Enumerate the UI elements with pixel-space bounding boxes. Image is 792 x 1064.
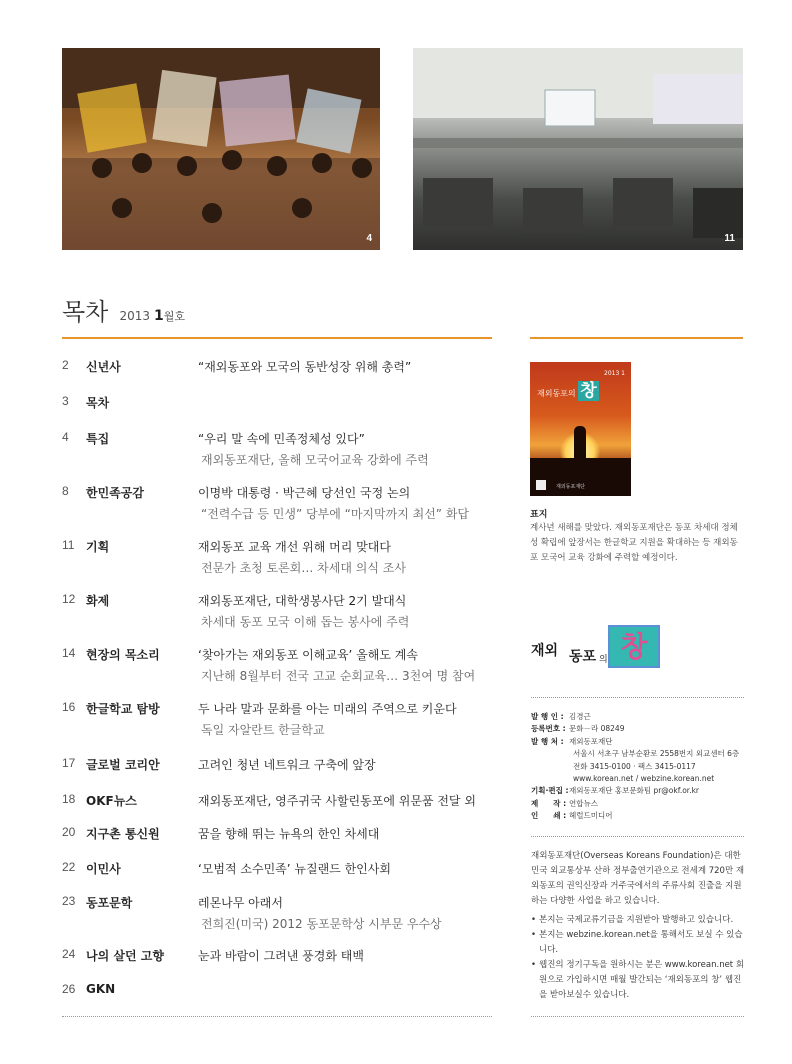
toc-entry[interactable] — [62, 646, 492, 686]
toc-section: GKN — [86, 982, 116, 996]
masthead-web-link[interactable]: www.korean.net / webzine.korean.net — [573, 774, 715, 784]
toc-heading — [62, 292, 185, 327]
masthead-value: 연합뉴스 — [569, 798, 598, 808]
masthead-label: 인 쇄 : — [531, 811, 567, 821]
toc-headline: 고려인 청년 네트워크 구축에 앞장 — [198, 758, 376, 772]
masthead — [531, 711, 745, 823]
note-item: • 본지는 국제교류기금을 지원받아 발행하고 있습니다. — [531, 913, 745, 928]
toc-headline: 재외동포재단, 대학생봉사단 2기 발대식 — [198, 594, 407, 608]
toc-section: 기획 — [86, 540, 110, 554]
toc-entry[interactable] — [62, 484, 492, 524]
sidebar-divider — [530, 337, 743, 339]
qr-code-icon — [536, 480, 546, 490]
masthead-address: 서울시 서초구 남부순환로 2558번지 외교센터 6층 — [573, 749, 740, 759]
toc-subtitle: 독일 자알란트 한글학교 — [201, 723, 325, 737]
photo-page-number: 11 — [724, 233, 735, 244]
cover-story-photo-left — [62, 48, 380, 250]
toc-entry[interactable] — [62, 700, 492, 740]
toc-page-number: 3 — [62, 394, 69, 408]
magazine-cover-thumbnail[interactable] — [530, 362, 631, 496]
photo-page-number: 4 — [366, 233, 372, 244]
toc-headline: 재외동포재단, 영주귀국 사할린동포에 위문품 전달 외 — [198, 794, 476, 808]
cover-publisher: 재외동포재단 — [556, 484, 585, 490]
masthead-phone: 전화 3415-0100 · 팩스 3415-0117 — [573, 761, 696, 771]
masthead-value: 문화－라 08249 — [569, 724, 625, 734]
issue-month: 1 — [154, 308, 164, 324]
toc-section: 한글학교 탐방 — [86, 702, 160, 716]
notes-list — [531, 913, 745, 1003]
toc-section: 화제 — [86, 594, 110, 608]
cover-story-photo-right — [413, 48, 743, 250]
toc-subtitle: 지난해 8월부터 전국 고교 순회교육… 3천여 명 참여 — [201, 669, 476, 683]
toc-headline: 재외동포 교육 개선 위해 머리 맞대다 — [198, 540, 391, 554]
toc-entry[interactable] — [62, 538, 492, 578]
toc-page-number: 2 — [62, 358, 69, 372]
masthead-row — [531, 711, 745, 723]
brand-word-2: 동포 — [569, 649, 597, 665]
toc-bottom-divider — [62, 1016, 492, 1017]
toc-entry[interactable] — [62, 430, 492, 470]
masthead-label: 기획·편집 : — [531, 786, 569, 796]
toc-section: 글로벌 코리안 — [86, 758, 160, 772]
masthead-label: 발 행 인 : — [531, 712, 564, 721]
toc-headline: 레몬나무 아래서 — [198, 896, 283, 910]
cover-date: 2013 1 — [604, 370, 625, 377]
toc-section: 나의 살던 고향 — [86, 949, 164, 963]
toc-entry[interactable] — [62, 894, 492, 934]
toc-subtitle: 전문가 초청 토론회… 차세대 의식 조사 — [201, 561, 406, 575]
note-item: • 본지는 webzine.korean.net을 통해서도 보실 수 있습니다. — [531, 928, 745, 958]
toc-page-number: 16 — [62, 700, 76, 714]
brand-word-1: 재외 — [531, 643, 559, 659]
masthead-label: 제 작 : — [531, 798, 567, 808]
toc-page-number: 17 — [62, 756, 76, 770]
masthead-row[interactable] — [531, 773, 745, 785]
masthead-label: 발 행 처 : — [531, 736, 564, 746]
toc-page-number: 18 — [62, 792, 76, 806]
brand-word-3: 의 — [599, 655, 608, 665]
toc-section: OKF뉴스 — [86, 794, 137, 808]
group-photo-illustration — [62, 48, 380, 250]
masthead-bottom-divider — [531, 836, 744, 837]
toc-entry[interactable] — [62, 947, 492, 987]
masthead-row — [531, 785, 745, 797]
magazine-brand-logo — [531, 622, 681, 672]
ground-silhouette — [530, 458, 631, 496]
toc-entry[interactable] — [62, 592, 492, 632]
masthead-value: 김경근 — [569, 712, 591, 721]
masthead-row — [531, 810, 745, 822]
toc-entry[interactable] — [62, 394, 492, 434]
toc-page-number: 8 — [62, 484, 69, 498]
toc-section: 목차 — [86, 396, 110, 410]
cover-logo-small: 재외동포의 — [537, 389, 576, 398]
masthead-row — [531, 761, 745, 773]
toc-section: 한민족공감 — [86, 486, 144, 500]
masthead-value: 헤럴드미디어 — [569, 811, 613, 821]
toc-entry[interactable] — [62, 756, 492, 796]
toc-headline: “우리 말 속에 민족정체성 있다” — [198, 432, 365, 446]
conference-photo-illustration — [413, 48, 743, 250]
toc-section: 신년사 — [86, 360, 121, 374]
toc-subtitle: “전력수급 등 민생” 당부에 “마지막까지 최선” 화답 — [201, 507, 470, 521]
toc-entry[interactable] — [62, 358, 492, 398]
issue-year: 2013 — [119, 309, 151, 323]
brand-word-4: 창 — [620, 630, 648, 663]
masthead-top-divider — [531, 697, 744, 698]
masthead-row — [531, 798, 745, 810]
toc-subtitle: 차세대 동포 모국 이해 돕는 봉사에 주력 — [201, 615, 410, 629]
toc-section: 특집 — [86, 432, 110, 446]
toc-page-number: 12 — [62, 592, 76, 606]
toc-page-number: 22 — [62, 860, 76, 874]
issue-unit: 월호 — [163, 310, 186, 323]
masthead-label: 등록번호 : — [531, 724, 566, 734]
toc-subtitle: 재외동포재단, 올해 모국어교육 강화에 주력 — [201, 453, 429, 467]
toc-headline: 눈과 바람이 그려낸 풍경화 태백 — [198, 949, 364, 963]
toc-headline: 이명박 대통령 · 박근혜 당선인 국정 논의 — [198, 486, 411, 500]
cover-logo — [537, 376, 599, 401]
toc-subtitle: 전희진(미국) 2012 동포문학상 시부문 우수상 — [201, 917, 442, 931]
sidebar-bottom-divider — [531, 1016, 744, 1017]
toc-headline: ‘모범적 소수민족’ 뉴질랜드 한인사회 — [198, 862, 391, 876]
toc-page-number: 14 — [62, 646, 76, 660]
toc-page-number: 20 — [62, 825, 76, 839]
toc-divider — [62, 337, 492, 339]
toc-page-number: 26 — [62, 982, 76, 996]
toc-entry[interactable] — [62, 825, 492, 865]
foundation-description: 재외동포재단(Overseas Koreans Foundation)은 대한민국 외교통상부 산하 정부출연기관으로 전세계 720만 재외동포의 권익신장과 거주국에서의 주류사회 진출을 지원하는 다양한 사업을 하고 있습니다. — [531, 851, 745, 906]
toc-section: 현장의 목소리 — [86, 648, 160, 662]
masthead-row — [531, 723, 745, 735]
toc-page-number: 11 — [62, 538, 75, 552]
toc-section: 동포문학 — [86, 896, 133, 910]
toc-section: 이민사 — [86, 862, 121, 876]
toc-title: 목차 — [62, 298, 109, 326]
toc-page-number: 4 — [62, 430, 69, 444]
brand-window-icon — [608, 625, 660, 668]
masthead-row — [531, 748, 745, 760]
cover-logo-big: 창 — [580, 381, 597, 401]
note-item: • 웹진의 정기구독을 원하시는 분은 www.korean.net 회원으로 가입하시면 매월 발간되는 ‘재외동포의 창’ 웹진을 받아보실수 있습니다. — [531, 958, 745, 1003]
masthead-value: 재외동포재단 — [569, 736, 613, 746]
toc-headline: 꿈을 향해 뛰는 뉴욕의 한인 차세대 — [198, 827, 380, 841]
toc-section: 지구촌 통신원 — [86, 827, 160, 841]
toc-page-number: 24 — [62, 947, 76, 961]
masthead-value: 재외동포재단 홍보문화팀 pr@okf.or.kr — [569, 786, 700, 796]
toc-headline: ‘찾아가는 재외동포 이해교육’ 올해도 계속 — [198, 648, 418, 662]
toc-page-number: 23 — [62, 894, 76, 908]
toc-headline: 두 나라 말과 문화를 아는 미래의 주역으로 키운다 — [198, 702, 457, 716]
toc-headline: “재외동포와 모국의 동반성장 위해 총력” — [198, 360, 412, 374]
cover-caption-text: 계사년 새해를 맞았다. 재외동포재단은 동포 차세대 정체성 확립에 앞장서는 한글학교 지원을 확대하는 등 재외동포 모국어 교육 강화에 주력할 예정이다. — [530, 523, 738, 563]
masthead-row — [531, 736, 745, 748]
cover-caption-title: 표지 — [530, 510, 548, 520]
